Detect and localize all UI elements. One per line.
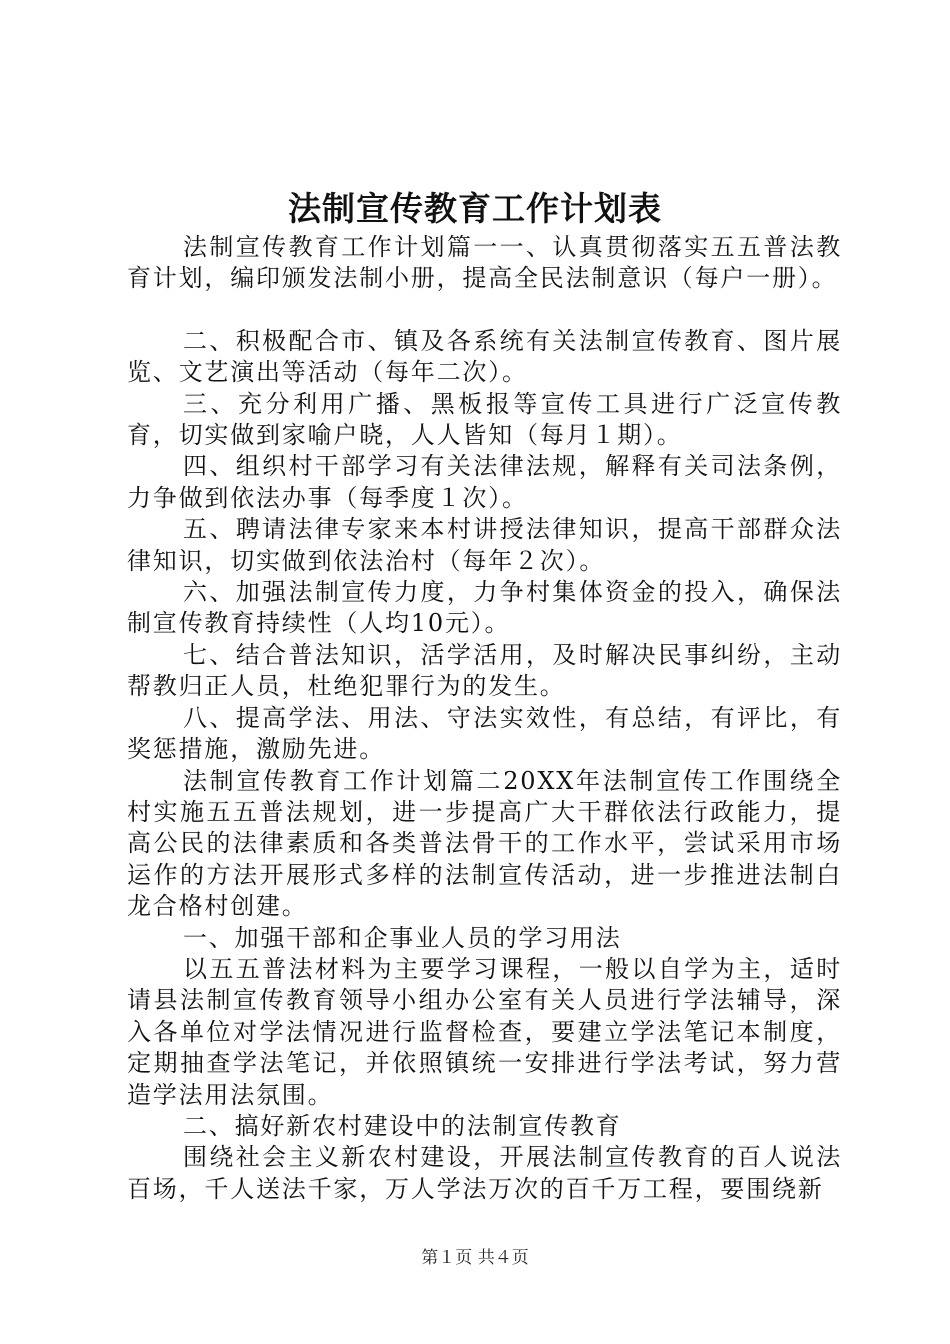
paragraph-1: 法制宣传教育工作计划篇一一、认真贯彻落实五五普法教育计划，编印颁发法制小册，提高全民法制意识（每户一册）。 (127, 233, 842, 293)
paragraph-4: 四、组织村干部学习有关法律法规，解释有关司法条例，力争做到依法办事（每季度１次）。 (127, 452, 842, 512)
paragraph-8: 八、提高学法、用法、守法实效性，有总结，有评比，有奖惩措施，激励先进。 (127, 703, 842, 764)
paragraph-5: 五、聘请法律专家来本村讲授法律知识，提高干部群众法律知识，切实做到依法治村（每年２次）。 (127, 515, 842, 575)
document-body (127, 232, 842, 1205)
paragraph-7: 七、结合普法知识，活学活用，及时解决民事纠纷，主动帮教归正人员，杜绝犯罪行为的发生。 (127, 640, 842, 701)
paragraph-3: 三、充分利用广播、黑板报等宣传工具进行广泛宣传教育，切实做到家喻户晓，人人皆知（每月１期）。 (127, 389, 842, 450)
section-heading-2: 二、搞好新农村建设中的法制宣传教育 (183, 1111, 622, 1140)
page-number: 第１页 共４页 (421, 1248, 529, 1268)
paragraph-10: 以五五普法材料为主要学习课程，一般以自学为主，适时请县法制宣传教育领导小组办公室有关人员进行学法辅导，深入各单位对学法情况进行监督检查，要建立学法笔记本制度，定期抽查学法笔记，并依照镇统一安排进行学法考试，努力营造学法用法氛围。 (127, 954, 842, 1109)
paragraph-2: 二、积极配合市、镇及各系统有关法制宣传教育、图片展览、文艺演出等活动（每年二次）。 (127, 326, 842, 387)
document-title: 法制宣传教育工作计划表 (288, 189, 662, 228)
paragraph-6: 六、加强法制宣传力度，力争村集体资金的投入，确保法制宣传教育持续性（人均10元）。 (127, 578, 842, 638)
paragraph-gap (127, 295, 842, 326)
paragraph-11: 围绕社会主义新农村建设，开展法制宣传教育的百人说法百场，千人送法千家，万人学法万次的百千万工程，要围绕新 (127, 1143, 842, 1203)
paragraph-9: 法制宣传教育工作计划篇二20XX年法制宣传工作围绕全村实施五五普法规划，进一步提高广大干群依法行政能力，提高公民的法律素质和各类普法骨干的工作水平，尝试采用市场运作的方法开展形式多样的法制宣传活动，进一步推进法制白龙合格村创建。 (127, 766, 842, 921)
section-heading-1: 一、加强干部和企事业人员的学习用法 (183, 923, 622, 952)
